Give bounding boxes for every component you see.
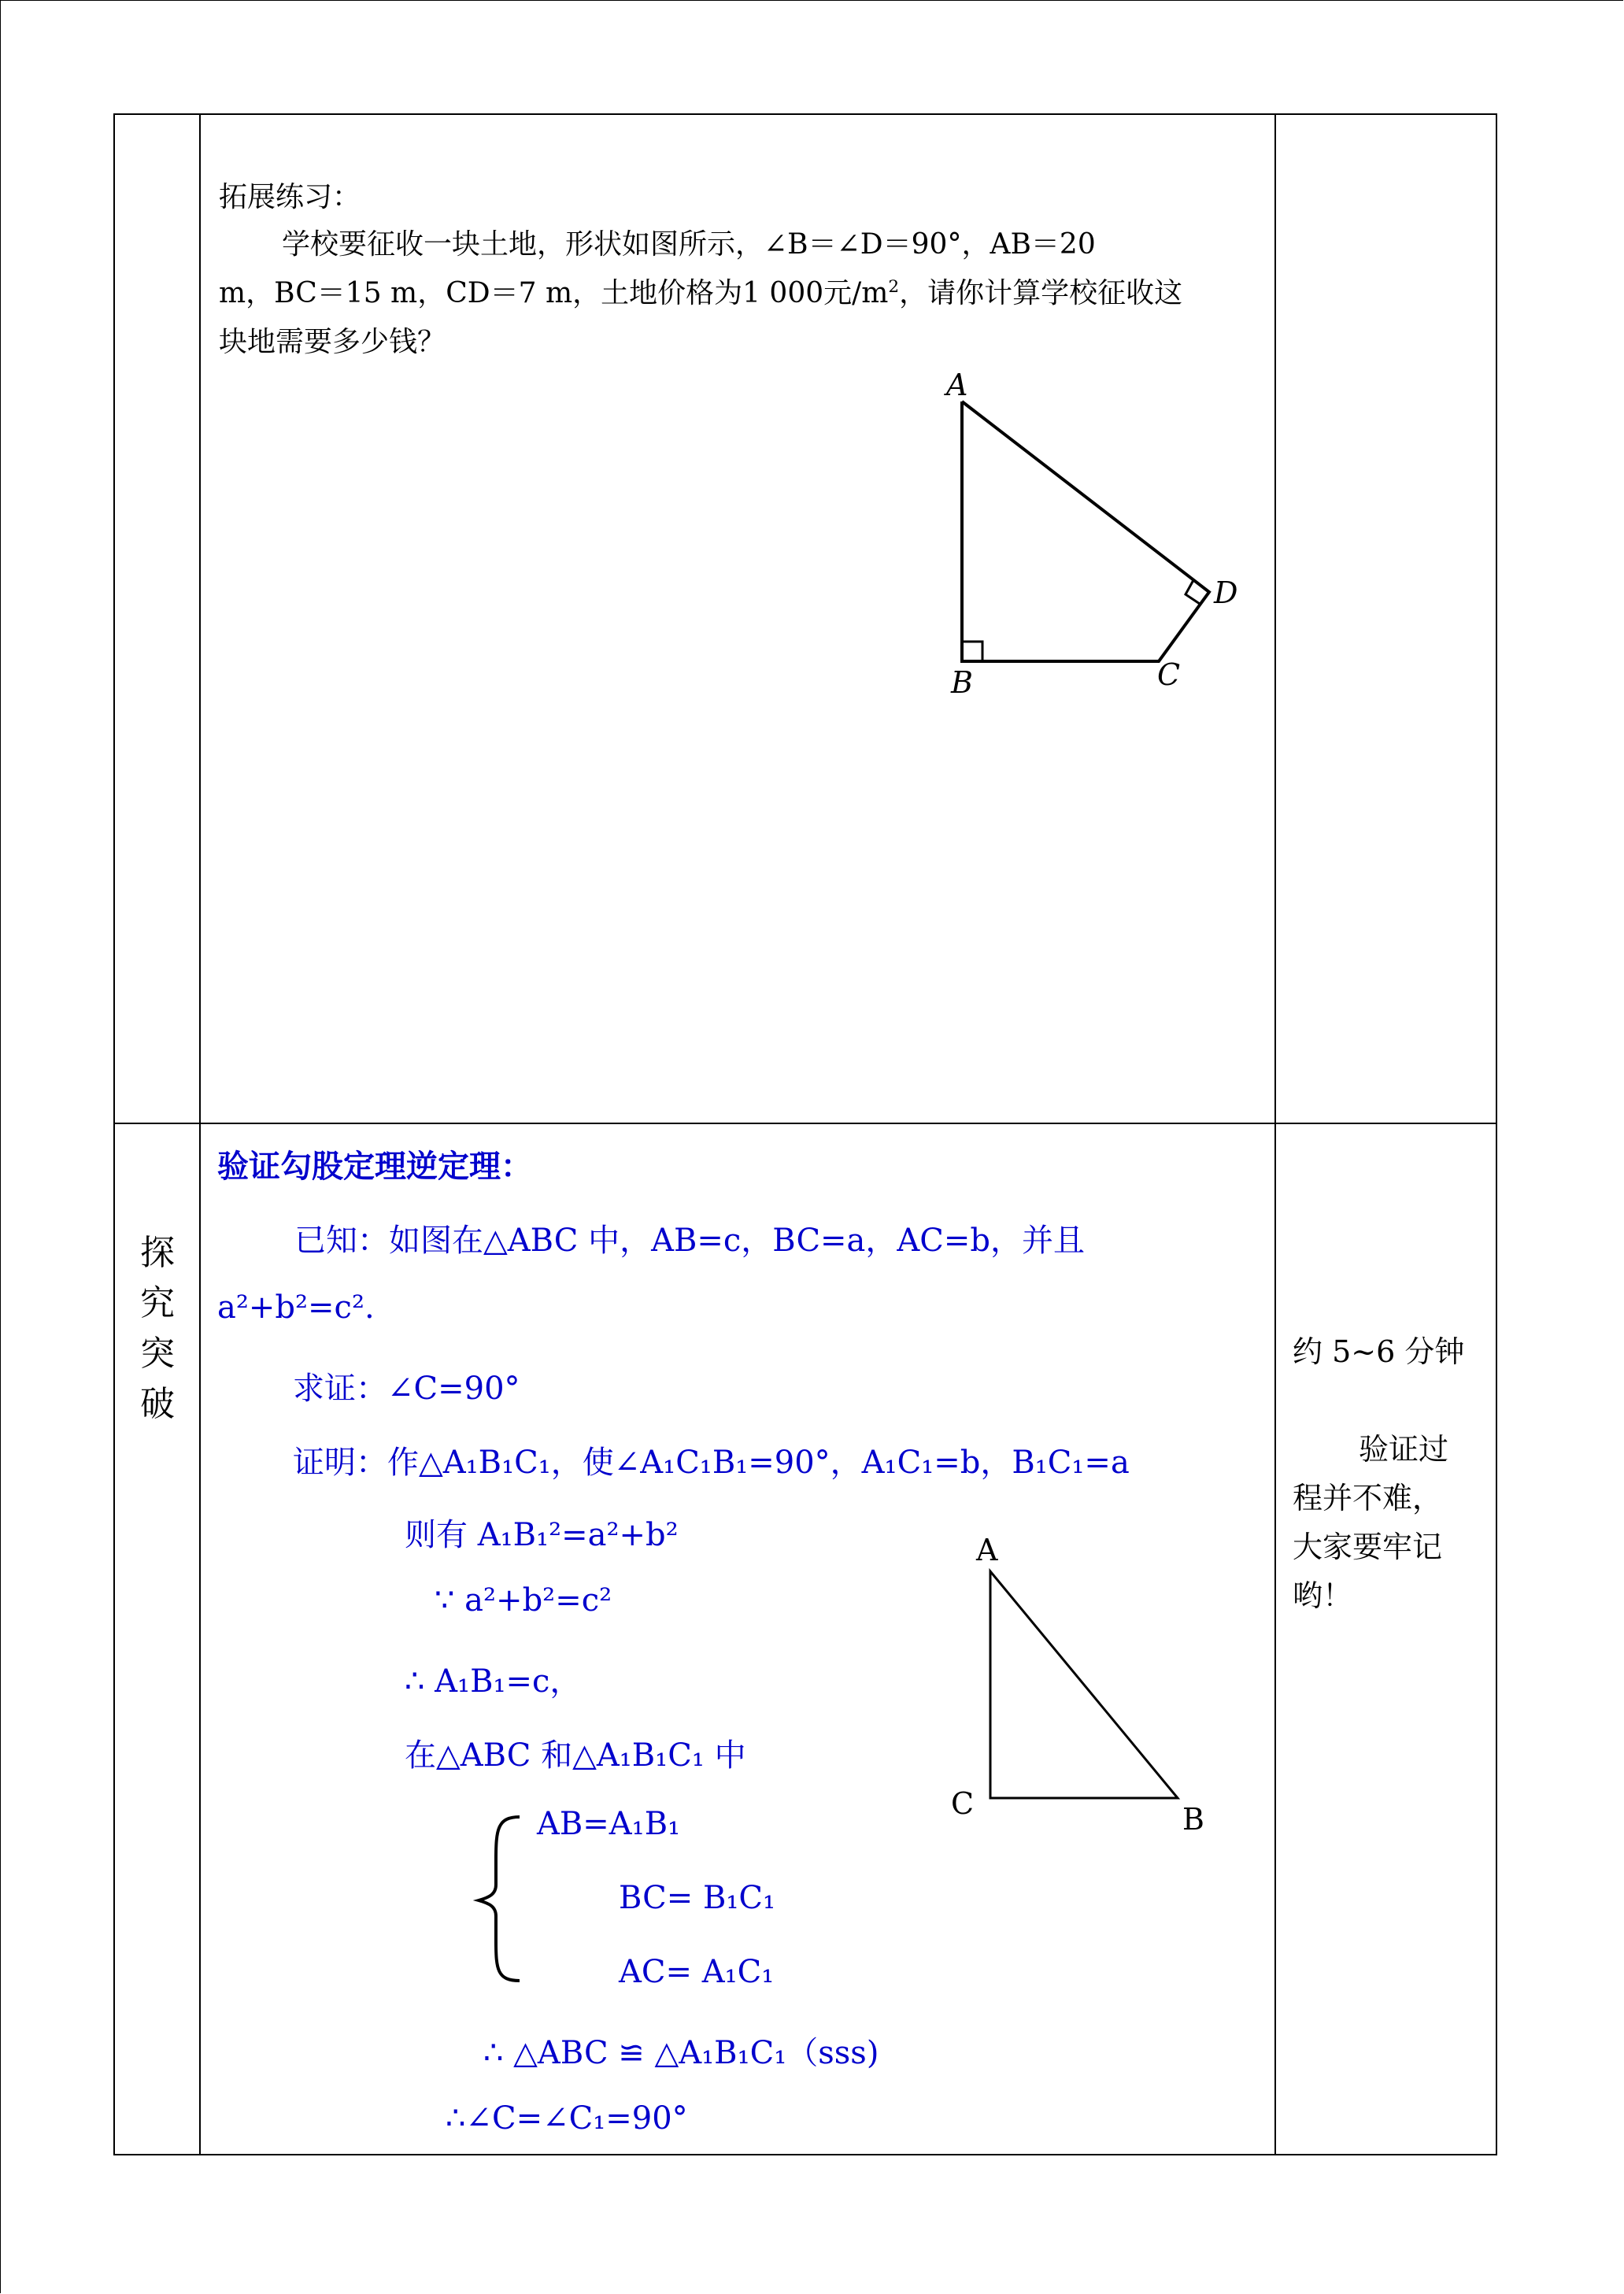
quadrilateral-outline — [962, 401, 1209, 661]
problem-line-3: 块地需要多少钱？ — [219, 326, 446, 358]
quadrilateral-figure — [929, 362, 1244, 700]
proof-then: 则有 A₁B₁²=a²+b² — [405, 1517, 679, 1553]
label-d: D — [1214, 575, 1238, 610]
remark-line-1: 验证过 — [1359, 1432, 1449, 1467]
proof-because: ∵ a²+b²=c² — [435, 1582, 612, 1619]
label-c: C — [951, 1786, 975, 1821]
condition-ab: AB=A₁B₁ — [537, 1806, 681, 1842]
table-top-border — [113, 113, 1497, 115]
column-divider-2 — [1274, 113, 1276, 2155]
congruence-statement: ∴ △ABC ≌ △A₁B₁C₁（sss) — [483, 2035, 879, 2071]
given-equation: a²+b²=c². — [217, 1289, 375, 1326]
proof-intro: 证明：作△A₁B₁C₁，使∠A₁C₁B₁=90°，A₁C₁=b，B₁C₁=a — [293, 1445, 1130, 1481]
right-triangle-figure — [945, 1527, 1204, 1842]
label-a: A — [946, 368, 968, 402]
condition-ac: AC= A₁C₁ — [619, 1954, 775, 1990]
triangle-outline — [990, 1571, 1178, 1798]
proof-conclusion: ∴∠C=∠C₁=90° — [446, 2100, 688, 2137]
right-angle-mark-b — [962, 642, 982, 661]
table-left-border — [113, 113, 115, 2155]
condition-bc: BC= B₁C₁ — [619, 1880, 776, 1916]
problem-line-1: 学校要征收一块土地，形状如图所示，∠B＝∠D＝90°，AB＝20 — [282, 228, 1096, 261]
extension-heading: 拓展练习： — [219, 181, 361, 213]
prove-statement: 求证：∠C=90° — [293, 1371, 520, 1407]
proof-in-triangles: 在△ABC 和△A₁B₁C₁ 中 — [405, 1737, 746, 1774]
label-b: B — [1182, 1802, 1204, 1837]
label-b: B — [951, 665, 973, 700]
problem-line-2: m，BC＝15 m，CD＝7 m，土地价格为1 000元$/m^2$，请你计算学校征收这 — [219, 277, 1183, 309]
time-note: 约 5~6 分钟 — [1293, 1334, 1465, 1369]
remark-line-4: 哟！ — [1293, 1578, 1353, 1613]
row-divider — [113, 1123, 1497, 1124]
section-label: 探 究 突 破 — [140, 1233, 175, 1424]
column-divider-1 — [199, 113, 201, 2155]
brace-icon — [472, 1812, 527, 1985]
table-right-border — [1496, 113, 1497, 2155]
label-a: A — [976, 1533, 998, 1567]
proof-title: 验证勾股定理逆定理： — [217, 1148, 532, 1185]
remark-line-3: 大家要牢记 — [1293, 1530, 1443, 1564]
label-c: C — [1157, 657, 1181, 692]
given-statement: 已知：如图在△ABC 中，AB=c，BC=a，AC=b，并且 — [294, 1223, 1086, 1259]
table-bottom-border — [113, 2154, 1497, 2155]
proof-therefore-1: ∴ A₁B₁=c， — [405, 1663, 582, 1700]
remark-line-2: 程并不难， — [1293, 1481, 1443, 1515]
